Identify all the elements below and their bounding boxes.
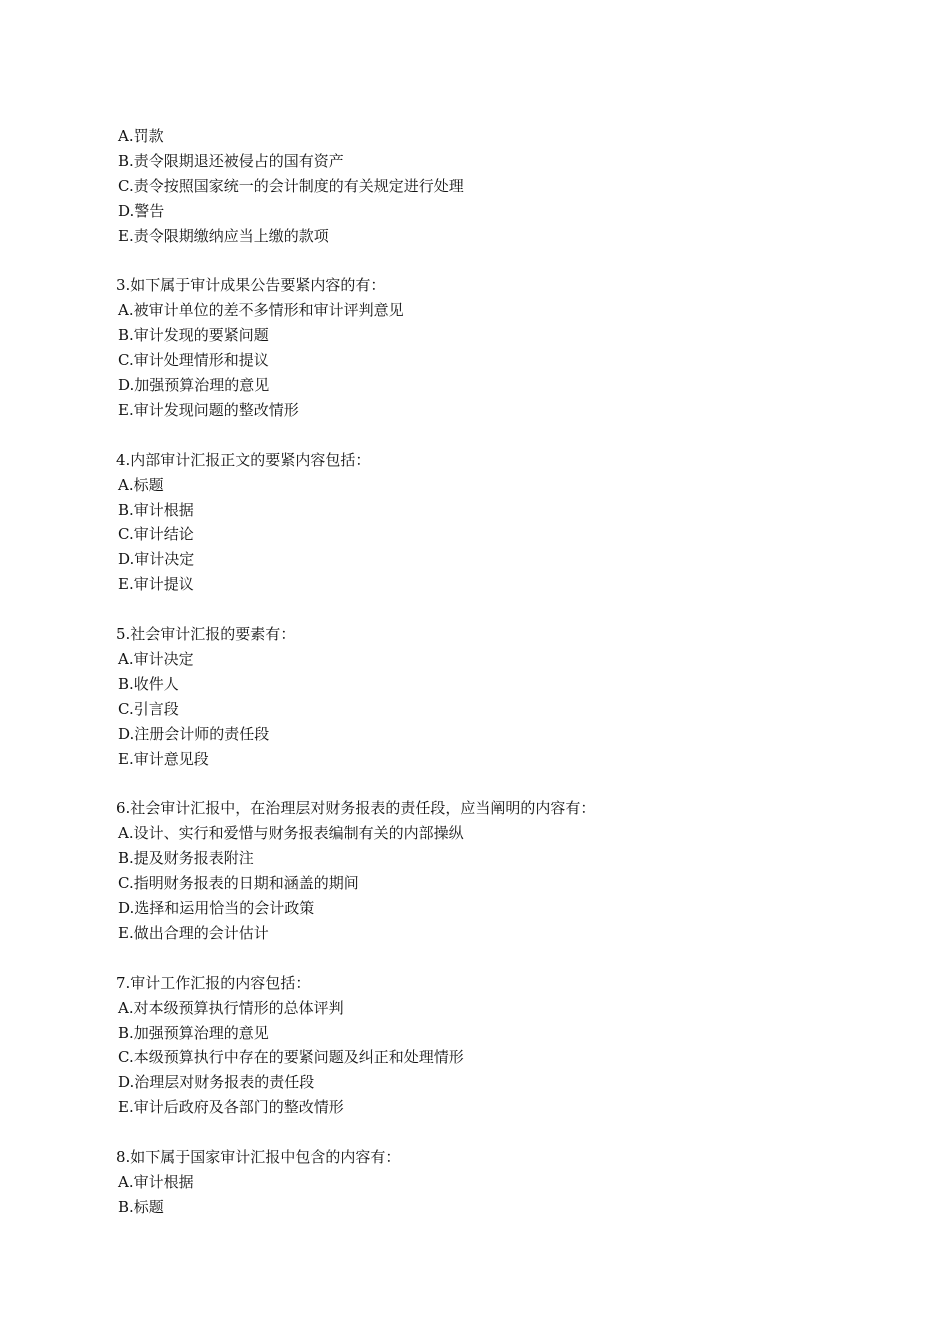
question-text: 6.社会审计汇报中，在治理层对财务报表的责任段，应当阐明的内容有：: [116, 799, 596, 818]
answer-option: A.设计、实行和爱惜与财务报表编制有关的内部操纵: [118, 824, 464, 843]
question-block: [116, 448, 876, 597]
question-block: [116, 622, 876, 771]
question-block: [116, 1145, 876, 1220]
answer-option: D.审计决定: [118, 550, 195, 569]
answer-option: E.审计后政府及各部门的整改情形: [118, 1098, 344, 1117]
answer-option: A.标题: [118, 475, 164, 494]
answer-option: B.提及财务报表附注: [118, 849, 254, 868]
question-text: 8.如下属于国家审计汇报中包含的内容有：: [116, 1148, 401, 1167]
answer-option: D.选择和运用恰当的会计政策: [118, 899, 315, 918]
section-gap: [116, 1120, 876, 1145]
question-block: [116, 124, 876, 249]
answer-option: B.收件人: [118, 674, 179, 693]
answer-option: C.审计处理情形和提议: [118, 351, 269, 370]
answer-option: B.审计发现的要紧问题: [118, 326, 269, 345]
question-block: [116, 971, 876, 1120]
answer-option: B.责令限期退还被侵占的国有资产: [118, 151, 344, 170]
question-block: [116, 273, 876, 422]
answer-option: C.责令按照国家统一的会计制度的有关规定进行处理: [118, 176, 464, 195]
answer-option: C.引言段: [118, 699, 179, 718]
answer-option: D.注册会计师的责任段: [118, 724, 270, 743]
question-text: 4.内部审计汇报正文的要紧内容包括：: [116, 450, 371, 469]
answer-option: B.审计根据: [118, 500, 194, 519]
answer-option: D.治理层对财务报表的责任段: [118, 1073, 315, 1092]
answer-option: A.审计决定: [118, 649, 194, 668]
answer-option: C.审计结论: [118, 525, 194, 544]
answer-option: D.加强预算治理的意见: [118, 376, 270, 395]
answer-option: A.审计根据: [118, 1172, 194, 1191]
answer-option: C.本级预算执行中存在的要紧问题及纠正和处理情形: [118, 1048, 464, 1067]
section-gap: [116, 946, 876, 971]
section-gap: [116, 423, 876, 448]
question-block: [116, 796, 876, 945]
answer-option: C.指明财务报表的日期和涵盖的期间: [118, 874, 359, 893]
answer-option: E.审计发现问题的整改情形: [118, 400, 299, 419]
answer-option: B.标题: [118, 1197, 164, 1216]
answer-option: A.对本级预算执行情形的总体评判: [118, 998, 344, 1017]
answer-option: D.警告: [118, 201, 165, 220]
answer-option: E.责令限期缴纳应当上缴的款项: [118, 226, 329, 245]
section-gap: [116, 597, 876, 622]
question-text: 3.如下属于审计成果公告要紧内容的有：: [116, 276, 386, 295]
question-text: 5.社会审计汇报的要素有：: [116, 625, 296, 644]
answer-option: B.加强预算治理的意见: [118, 1023, 269, 1042]
answer-option: A.罚款: [118, 127, 164, 145]
question-text: 7.审计工作汇报的内容包括：: [116, 973, 311, 992]
section-gap: [116, 249, 876, 274]
answer-option: E.审计意见段: [118, 749, 209, 768]
answer-option: E.做出合理的会计估计: [118, 923, 269, 942]
document-body: [116, 124, 876, 1220]
answer-option: E.审计提议: [118, 575, 194, 594]
answer-option: A.被审计单位的差不多情形和审计评判意见: [118, 301, 404, 320]
section-gap: [116, 772, 876, 797]
